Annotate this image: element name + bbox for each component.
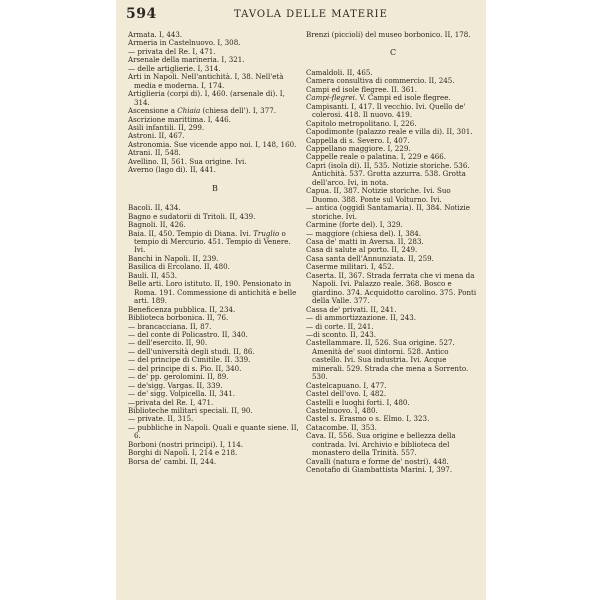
index-entry: Arti in Napoli. Nell'antichità. I, 38. Nell'età media e moderna. I, 174. bbox=[128, 72, 284, 90]
index-entry: Cappellano maggiore. I, 229. bbox=[306, 143, 411, 153]
book-page bbox=[116, 0, 486, 600]
page-header bbox=[116, 6, 486, 24]
index-entry: Casa santa dell'Annunziata. II, 259. bbox=[306, 253, 434, 263]
entry-post-text: . V. Campi ed isole flegree. bbox=[354, 93, 451, 103]
index-entry: Bauli. II, 453. bbox=[128, 270, 177, 280]
index-entry: Borsa de' cambi. II, 244. bbox=[128, 456, 217, 466]
index-entry: — privata del Re. I, 471. bbox=[128, 46, 216, 56]
index-entry: Borghi di Napoli. I, 214 e 218. bbox=[128, 448, 238, 458]
index-entry: Caserme militari. I, 452. bbox=[306, 262, 394, 272]
index-entry: — brancacciana. II, 87. bbox=[128, 321, 212, 331]
index-entry: Artiglieria (corpi di). I, 460. (arsenale di). I, 314. bbox=[128, 89, 285, 107]
entry-italic-text: Chiaia bbox=[177, 106, 201, 116]
index-entry: — maggiore (chiesa del). I, 384. bbox=[306, 228, 422, 238]
index-entry: Campisanti. I, 417. Il vecchio. Ivi. Quello de' colerosi. 418. Il nuovo. 419. bbox=[306, 101, 466, 120]
index-entry: — private. II, 315. bbox=[128, 414, 194, 424]
index-entry: Carmine (forte del). I, 329. bbox=[306, 220, 403, 230]
index-entry: Cava. II, 556. Sua origine e bellezza della contrada. Ivi. Archivio e biblioteca del monastero della Trinità. 557. bbox=[306, 431, 456, 458]
index-entry: Basilica di Ercolano. II, 480. bbox=[128, 262, 230, 272]
index-entry: Casa de' matti in Aversa. II, 283. bbox=[306, 236, 424, 246]
index-entry: Biblioteca borbonica. II, 76. bbox=[128, 313, 229, 323]
page-number: 594 bbox=[126, 6, 157, 22]
index-entry: Astroni. II, 467. bbox=[128, 131, 185, 141]
index-entry: Cenotafio di Giambattista Marini. I, 397. bbox=[306, 465, 453, 475]
running-title: TAVOLA DELLE MATERIE bbox=[234, 9, 388, 20]
index-entry: Castel s. Erasmo o s. Elmo. I, 323. bbox=[306, 414, 430, 424]
index-entry: Bagnoli. II, 426. bbox=[128, 220, 186, 230]
index-entry: Brenzi (piccioli) del museo borbonico. II, 178. bbox=[306, 30, 471, 39]
entry-pre-text: Ascensione a bbox=[128, 106, 178, 116]
index-entry: — di corte. II, 241. bbox=[306, 321, 374, 331]
left-index-column bbox=[128, 31, 302, 466]
index-entry: Castellammare. II, 526. Sua origine. 527. Amenità de' suoi dintorni. 528. Antico castello. Ivi. Sua industria. Ivi. Acque minerali. 529. Strada che mena a Sorrento. 530. bbox=[306, 338, 469, 382]
index-entry: Asili infantili. II, 299. bbox=[128, 122, 205, 132]
index-entry: Averno (lago di). II, 441. bbox=[128, 165, 216, 175]
index-entry: Campi ed isole flegree. II. 361. bbox=[306, 84, 418, 94]
column-divider bbox=[302, 30, 303, 600]
index-entry: Astronomia. Sue vicende appo noi. I, 148, 160. bbox=[128, 139, 297, 149]
index-entry: — del principe di Cimitile. II. 339. bbox=[128, 355, 251, 365]
index-entry: Castelnuovo. I, 480. bbox=[306, 406, 378, 416]
index-entry: Bagno e sudatorii di Tritoli. II, 439. bbox=[128, 211, 256, 221]
section-letter: C bbox=[389, 48, 397, 58]
index-entry: Castel dell'ovo. I, 482. bbox=[306, 389, 387, 399]
index-entry: Armeria in Castelnuovo. I, 308. bbox=[128, 38, 241, 48]
index-entry: Borboni (nostri principi). I, 114. bbox=[128, 439, 243, 449]
index-entry: Cappelle reale o palatina. I, 229 e 466. bbox=[306, 152, 447, 162]
index-entry: — dell'esercito. II, 90. bbox=[128, 338, 208, 348]
index-entry: Biblioteche militari speciali. II, 90. bbox=[128, 406, 253, 416]
index-entry: — del principe di s. Pio. II, 340. bbox=[128, 363, 242, 373]
index-entry: Capua. II, 387. Notizie storiche. Ivi. Suo Duomo. 388. Ponte sul Volturno. Ivi. bbox=[306, 186, 451, 204]
entry-pre-text: Baia. II, 450. Tempio di Diana. Ivi. bbox=[128, 228, 254, 238]
section-letter: B bbox=[212, 183, 218, 193]
entry-post-text: (chiesa dell'). I, 377. bbox=[200, 106, 276, 116]
index-entry: — delle artiglierie. I, 314. bbox=[128, 63, 221, 73]
index-entry: Bacoli. II, 434. bbox=[128, 203, 181, 213]
index-entry: Caserta. II, 367. Strada ferrata che vi mena da Napoli. Ivi. Palazzo reale. 368. Bosco e giardino. 374. Acquidotto carolino. 375. Ponti della Valle. 377. bbox=[306, 270, 477, 306]
index-entry: Atrani. II, 548. bbox=[128, 148, 181, 158]
index-entry: Capri (isola di). II, 535. Notizie storiche. 536. Antichità. 537. Grotta azzurra. 538. Grotta dell'arco. Ivi, in nota. bbox=[306, 160, 470, 187]
index-entry: Cavalli (natura e forme de' nostri). 448. bbox=[306, 456, 449, 466]
index-entry: Arsenale della marineria. I, 321. bbox=[128, 55, 245, 65]
index-entry: Beneficenza pubblica. II, 234. bbox=[128, 304, 236, 314]
index-entry: — di ammortizzazione. II, 243. bbox=[306, 313, 417, 323]
index-entry: Camera consultiva di commercio. II, 245. bbox=[306, 76, 455, 86]
index-entry: Camaldoli. II, 465. bbox=[306, 67, 373, 77]
index-entry: Belle arti. Loro istituto. II, 190. Pensionato in Roma. 191. Commessione di antichità e belle arti. 189. bbox=[128, 279, 297, 306]
index-entry: Cassa de' privati. II, 241. bbox=[306, 304, 397, 314]
index-entry: Capodimonte (palazzo reale e villa di). II, 301. bbox=[306, 127, 473, 137]
index-entry: — de'sigg. Vargas. II, 339. bbox=[128, 380, 223, 390]
index-entry: — de' sigg. Volpicella. II, 341. bbox=[128, 389, 235, 399]
entry-post-text: o tempio di Mercurio. 451. Tempio di Venere. Ivi. bbox=[134, 228, 291, 255]
index-entry: —privata del Re. I, 471. bbox=[128, 397, 214, 407]
index-entry: — antica (oggidì Santamaria). II, 384. Notizie storiche. Ivi. bbox=[306, 203, 471, 221]
index-entry: Castelli e luoghi forti. I, 480. bbox=[306, 397, 410, 407]
index-entry: Castelcapuano. I, 477. bbox=[306, 380, 387, 390]
index-entry: Casa di salute al porto. II, 249. bbox=[306, 245, 418, 255]
index-entry: Cappella di s. Severo. I, 407. bbox=[306, 135, 410, 145]
index-entry: — del conte di Policastro. II, 340. bbox=[128, 329, 248, 339]
index-entry: Capitolo metropolitano. I, 226. bbox=[306, 118, 417, 128]
index-entry: — dell'università degli studi. II, 86. bbox=[128, 346, 255, 356]
index-entry: Catacombe. II, 353. bbox=[306, 422, 377, 432]
right-index-column bbox=[306, 31, 480, 475]
index-entry: Ascrizione marittima. I, 446. bbox=[128, 114, 231, 124]
index-entry: Armata. I, 443. bbox=[128, 30, 183, 39]
index-entry: Banchi in Napoli. II, 239. bbox=[128, 253, 219, 263]
index-entry: — de' pp. gerolomini. II, 89. bbox=[128, 372, 229, 382]
index-entry: —di sconto. II, 243. bbox=[306, 329, 377, 339]
entry-italic-text: Campi-flegrei bbox=[306, 93, 355, 103]
entry-italic-text: Truglio bbox=[253, 228, 280, 238]
index-entry: Avellino. II, 561. Sua origine. Ivi. bbox=[128, 156, 247, 166]
index-entry: — pubbliche in Napoli. Quali e quante siene. II, 6. bbox=[128, 422, 299, 441]
index-entry bbox=[128, 230, 302, 255]
